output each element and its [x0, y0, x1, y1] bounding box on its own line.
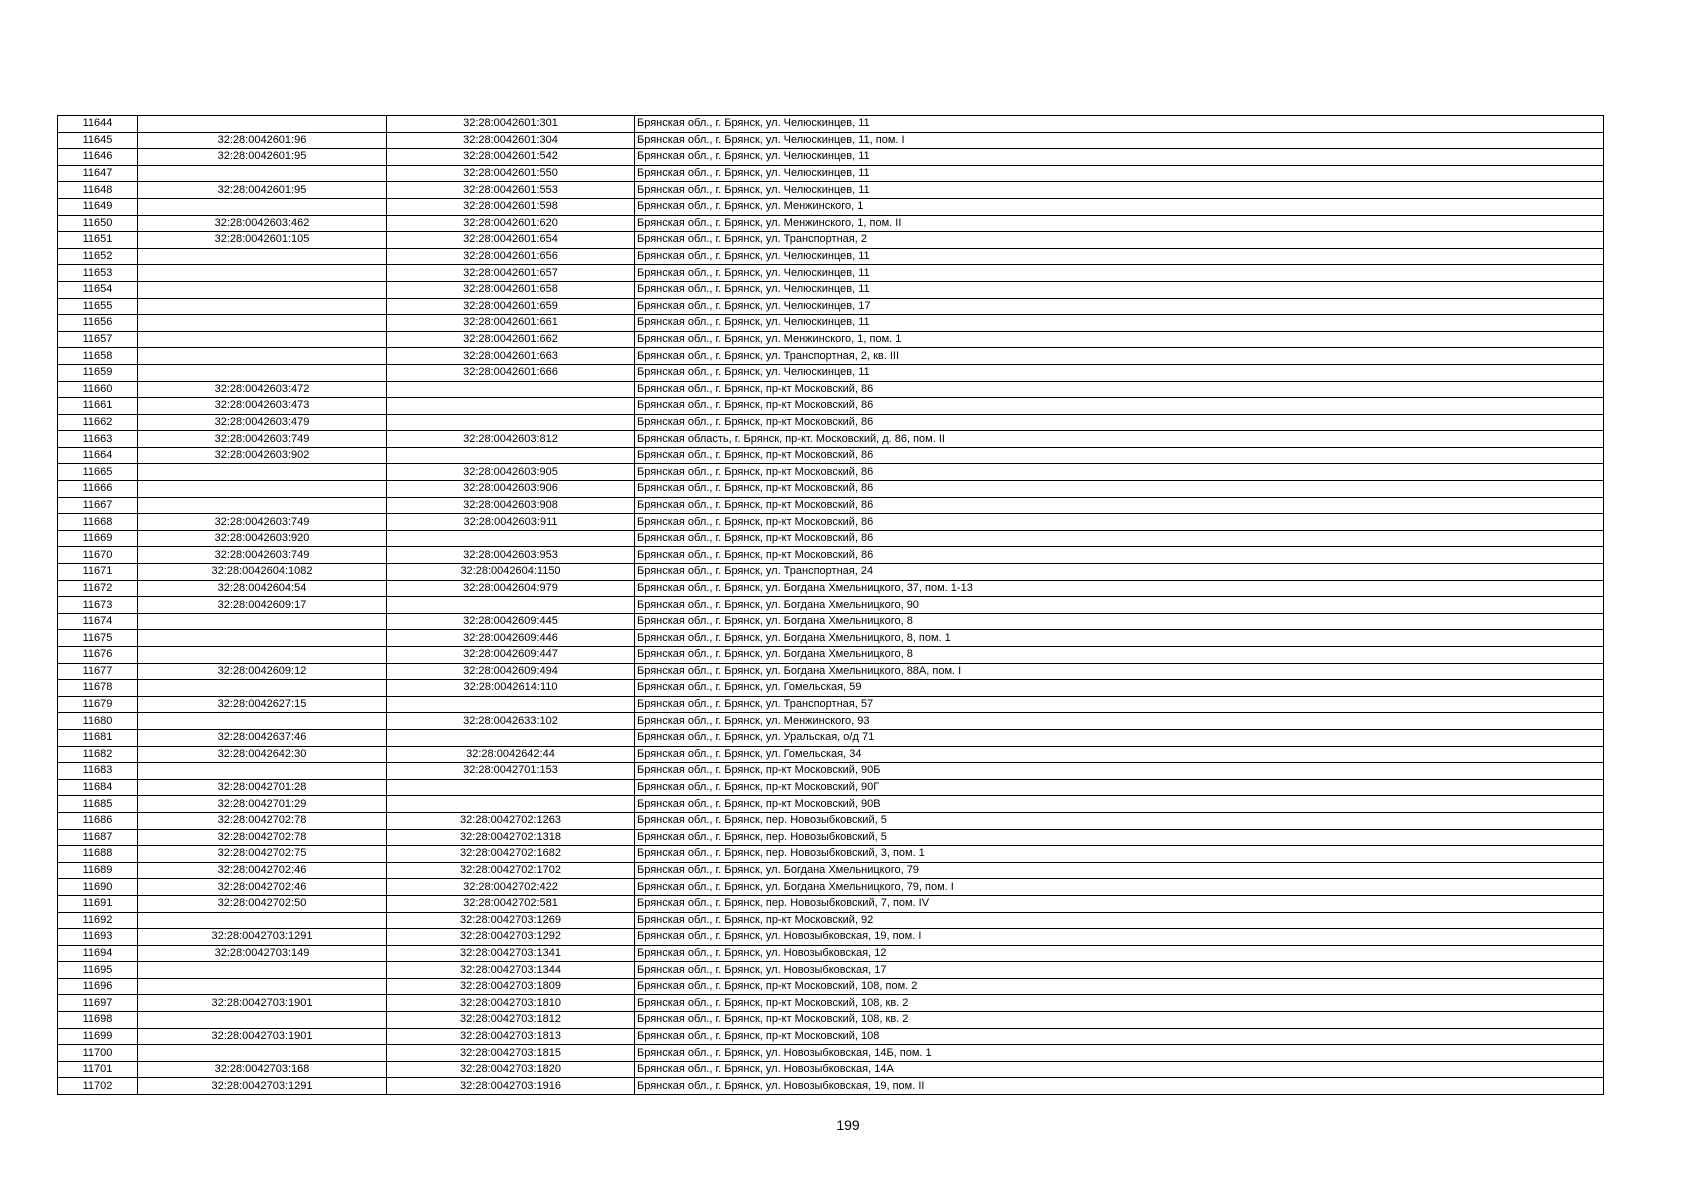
table-row [58, 945, 1604, 962]
row-number-cell: 11646 [58, 149, 138, 166]
parent-cadastral-number-cell: 32:28:0042627:15 [138, 696, 387, 713]
table-row [58, 729, 1604, 746]
row-number-cell: 11656 [58, 315, 138, 332]
cadastral-number-cell [387, 597, 635, 614]
cadastral-number-cell: 32:28:0042702:1682 [387, 846, 635, 863]
table-row [58, 414, 1604, 431]
cadastral-number-cell: 32:28:0042609:494 [387, 663, 635, 680]
cadastral-number-cell: 32:28:0042703:1810 [387, 995, 635, 1012]
row-number-cell: 11692 [58, 912, 138, 929]
table-row [58, 597, 1604, 614]
row-number-cell: 11668 [58, 514, 138, 531]
parent-cadastral-number-cell: 32:28:0042603:749 [138, 431, 387, 448]
table-row [58, 464, 1604, 481]
cadastral-number-cell [387, 447, 635, 464]
address-cell: Брянская обл., г. Брянск, ул. Челюскинцев, 11 [635, 182, 1604, 199]
address-cell: Брянская обл., г. Брянск, ул. Транспортная, 2, кв. III [635, 348, 1604, 365]
row-number-cell: 11683 [58, 763, 138, 780]
cadastral-number-cell [387, 729, 635, 746]
cadastral-number-cell: 32:28:0042703:1809 [387, 978, 635, 995]
row-number-cell: 11689 [58, 862, 138, 879]
cadastral-number-cell [387, 530, 635, 547]
address-cell: Брянская обл., г. Брянск, пр-кт Московский, 86 [635, 530, 1604, 547]
address-cell: Брянская обл., г. Брянск, ул. Транспортная, 2 [635, 232, 1604, 249]
cadastral-number-cell: 32:28:0042604:979 [387, 580, 635, 597]
row-number-cell: 11647 [58, 165, 138, 182]
address-cell: Брянская обл., г. Брянск, пр-кт Московский, 86 [635, 398, 1604, 415]
parent-cadastral-number-cell [138, 331, 387, 348]
table-row [58, 630, 1604, 647]
table-row [58, 680, 1604, 697]
row-number-cell: 11648 [58, 182, 138, 199]
cadastral-number-cell: 32:28:0042701:153 [387, 763, 635, 780]
address-cell: Брянская обл., г. Брянск, ул. Челюскинцев, 11 [635, 248, 1604, 265]
address-cell: Брянская обл., г. Брянск, ул. Новозыбковская, 12 [635, 945, 1604, 962]
parent-cadastral-number-cell [138, 481, 387, 498]
address-cell: Брянская обл., г. Брянск, пр-кт Московский, 108, пом. 2 [635, 978, 1604, 995]
parent-cadastral-number-cell [138, 763, 387, 780]
parent-cadastral-number-cell: 32:28:0042701:29 [138, 796, 387, 813]
row-number-cell: 11687 [58, 829, 138, 846]
address-cell: Брянская обл., г. Брянск, ул. Богдана Хмельницкого, 79, пом. I [635, 879, 1604, 896]
row-number-cell: 11684 [58, 779, 138, 796]
table-row [58, 447, 1604, 464]
cadastral-number-cell: 32:28:0042601:662 [387, 331, 635, 348]
row-number-cell: 11670 [58, 547, 138, 564]
address-cell: Брянская обл., г. Брянск, ул. Новозыбковская, 14А [635, 1061, 1604, 1078]
parent-cadastral-number-cell [138, 978, 387, 995]
table-row [58, 895, 1604, 912]
address-cell: Брянская обл., г. Брянск, пер. Новозыбковский, 7, пом. IV [635, 895, 1604, 912]
cadastral-number-cell: 32:28:0042703:1820 [387, 1061, 635, 1078]
parent-cadastral-number-cell: 32:28:0042702:46 [138, 879, 387, 896]
row-number-cell: 11677 [58, 663, 138, 680]
address-cell: Брянская обл., г. Брянск, пер. Новозыбковский, 3, пом. 1 [635, 846, 1604, 863]
parent-cadastral-number-cell: 32:28:0042609:12 [138, 663, 387, 680]
parent-cadastral-number-cell: 32:28:0042601:96 [138, 132, 387, 149]
address-cell: Брянская обл., г. Брянск, ул. Новозыбковская, 14Б, пом. 1 [635, 1045, 1604, 1062]
table-row [58, 613, 1604, 630]
address-cell: Брянская обл., г. Брянск, ул. Богдана Хмельницкого, 8 [635, 613, 1604, 630]
registry-table [57, 115, 1604, 1095]
row-number-cell: 11699 [58, 1028, 138, 1045]
table-row [58, 331, 1604, 348]
address-cell: Брянская обл., г. Брянск, ул. Челюскинцев, 11 [635, 165, 1604, 182]
row-number-cell: 11649 [58, 198, 138, 215]
row-number-cell: 11652 [58, 248, 138, 265]
cadastral-number-cell: 32:28:0042703:1292 [387, 929, 635, 946]
parent-cadastral-number-cell [138, 912, 387, 929]
parent-cadastral-number-cell: 32:28:0042601:95 [138, 149, 387, 166]
table-row [58, 1061, 1604, 1078]
parent-cadastral-number-cell: 32:28:0042701:28 [138, 779, 387, 796]
row-number-cell: 11678 [58, 680, 138, 697]
address-cell: Брянская обл., г. Брянск, пр-кт Московский, 86 [635, 447, 1604, 464]
address-cell: Брянская обл., г. Брянск, ул. Челюскинцев, 11 [635, 116, 1604, 133]
address-cell: Брянская обл., г. Брянск, ул. Транспортная, 24 [635, 564, 1604, 581]
table-row [58, 763, 1604, 780]
parent-cadastral-number-cell: 32:28:0042703:1291 [138, 929, 387, 946]
row-number-cell: 11644 [58, 116, 138, 133]
table-row [58, 248, 1604, 265]
cadastral-number-cell: 32:28:0042601:659 [387, 298, 635, 315]
cadastral-number-cell: 32:28:0042703:1813 [387, 1028, 635, 1045]
address-cell: Брянская обл., г. Брянск, ул. Менжинского, 1, пом. II [635, 215, 1604, 232]
table-row [58, 1078, 1604, 1095]
parent-cadastral-number-cell: 32:28:0042703:1901 [138, 995, 387, 1012]
table-row [58, 431, 1604, 448]
table-row [58, 381, 1604, 398]
cadastral-number-cell [387, 381, 635, 398]
parent-cadastral-number-cell: 32:28:0042703:168 [138, 1061, 387, 1078]
parent-cadastral-number-cell: 32:28:0042604:54 [138, 580, 387, 597]
row-number-cell: 11700 [58, 1045, 138, 1062]
table-row [58, 696, 1604, 713]
address-cell: Брянская обл., г. Брянск, ул. Гомельская, 59 [635, 680, 1604, 697]
table-row [58, 198, 1604, 215]
address-cell: Брянская обл., г. Брянск, пр-кт Московский, 86 [635, 464, 1604, 481]
cadastral-number-cell: 32:28:0042702:1318 [387, 829, 635, 846]
row-number-cell: 11686 [58, 812, 138, 829]
row-number-cell: 11691 [58, 895, 138, 912]
row-number-cell: 11702 [58, 1078, 138, 1095]
parent-cadastral-number-cell: 32:28:0042702:78 [138, 829, 387, 846]
row-number-cell: 11661 [58, 398, 138, 415]
cadastral-number-cell: 32:28:0042633:102 [387, 713, 635, 730]
address-cell: Брянская обл., г. Брянск, ул. Богдана Хмельницкого, 8, пом. 1 [635, 630, 1604, 647]
row-number-cell: 11697 [58, 995, 138, 1012]
cadastral-number-cell: 32:28:0042603:906 [387, 481, 635, 498]
cadastral-number-cell: 32:28:0042603:908 [387, 497, 635, 514]
address-cell: Брянская обл., г. Брянск, ул. Менжинского, 1, пом. 1 [635, 331, 1604, 348]
row-number-cell: 11675 [58, 630, 138, 647]
address-cell: Брянская область, г. Брянск, пр-кт. Московский, д. 86, пом. II [635, 431, 1604, 448]
table-row [58, 713, 1604, 730]
parent-cadastral-number-cell [138, 630, 387, 647]
cadastral-number-cell: 32:28:0042601:658 [387, 281, 635, 298]
address-cell: Брянская обл., г. Брянск, ул. Менжинского, 1 [635, 198, 1604, 215]
table-row [58, 1045, 1604, 1062]
table-row [58, 315, 1604, 332]
address-cell: Брянская обл., г. Брянск, ул. Богдана Хмельницкого, 79 [635, 862, 1604, 879]
address-cell: Брянская обл., г. Брянск, пр-кт Московский, 86 [635, 481, 1604, 498]
table-row [58, 215, 1604, 232]
parent-cadastral-number-cell [138, 348, 387, 365]
address-cell: Брянская обл., г. Брянск, ул. Челюскинцев, 11 [635, 364, 1604, 381]
address-cell: Брянская обл., г. Брянск, пр-кт Московский, 90Б [635, 763, 1604, 780]
address-cell: Брянская обл., г. Брянск, ул. Богдана Хмельницкого, 90 [635, 597, 1604, 614]
parent-cadastral-number-cell: 32:28:0042603:462 [138, 215, 387, 232]
parent-cadastral-number-cell [138, 1012, 387, 1029]
row-number-cell: 11681 [58, 729, 138, 746]
cadastral-number-cell: 32:28:0042601:656 [387, 248, 635, 265]
parent-cadastral-number-cell: 32:28:0042603:473 [138, 398, 387, 415]
table-row [58, 580, 1604, 597]
cadastral-number-cell: 32:28:0042601:301 [387, 116, 635, 133]
address-cell: Брянская обл., г. Брянск, пр-кт Московский, 92 [635, 912, 1604, 929]
parent-cadastral-number-cell [138, 962, 387, 979]
row-number-cell: 11695 [58, 962, 138, 979]
row-number-cell: 11698 [58, 1012, 138, 1029]
table-row [58, 149, 1604, 166]
parent-cadastral-number-cell [138, 165, 387, 182]
parent-cadastral-number-cell: 32:28:0042702:46 [138, 862, 387, 879]
table-row [58, 298, 1604, 315]
address-cell: Брянская обл., г. Брянск, пер. Новозыбковский, 5 [635, 812, 1604, 829]
cadastral-number-cell: 32:28:0042601:666 [387, 364, 635, 381]
parent-cadastral-number-cell: 32:28:0042642:30 [138, 746, 387, 763]
table-row [58, 116, 1604, 133]
table-row [58, 779, 1604, 796]
table-row [58, 978, 1604, 995]
parent-cadastral-number-cell [138, 364, 387, 381]
table-row [58, 182, 1604, 199]
row-number-cell: 11658 [58, 348, 138, 365]
address-cell: Брянская обл., г. Брянск, пр-кт Московский, 86 [635, 497, 1604, 514]
address-cell: Брянская обл., г. Брянск, пр-кт Московский, 108, кв. 2 [635, 995, 1604, 1012]
address-cell: Брянская обл., г. Брянск, пр-кт Московский, 86 [635, 514, 1604, 531]
parent-cadastral-number-cell: 32:28:0042603:472 [138, 381, 387, 398]
parent-cadastral-number-cell [138, 281, 387, 298]
cadastral-number-cell: 32:28:0042703:1916 [387, 1078, 635, 1095]
table-row [58, 564, 1604, 581]
table-row [58, 265, 1604, 282]
parent-cadastral-number-cell [138, 248, 387, 265]
parent-cadastral-number-cell: 32:28:0042603:920 [138, 530, 387, 547]
parent-cadastral-number-cell [138, 116, 387, 133]
cadastral-number-cell: 32:28:0042614:110 [387, 680, 635, 697]
parent-cadastral-number-cell: 32:28:0042703:1291 [138, 1078, 387, 1095]
cadastral-number-cell: 32:28:0042601:654 [387, 232, 635, 249]
cadastral-number-cell: 32:28:0042601:553 [387, 182, 635, 199]
row-number-cell: 11660 [58, 381, 138, 398]
cadastral-number-cell: 32:28:0042703:1344 [387, 962, 635, 979]
row-number-cell: 11690 [58, 879, 138, 896]
parent-cadastral-number-cell: 32:28:0042601:105 [138, 232, 387, 249]
address-cell: Брянская обл., г. Брянск, ул. Челюскинцев, 17 [635, 298, 1604, 315]
table-row [58, 929, 1604, 946]
registry-table-body [58, 116, 1604, 1095]
parent-cadastral-number-cell [138, 464, 387, 481]
parent-cadastral-number-cell [138, 198, 387, 215]
row-number-cell: 11696 [58, 978, 138, 995]
cadastral-number-cell [387, 696, 635, 713]
row-number-cell: 11672 [58, 580, 138, 597]
address-cell: Брянская обл., г. Брянск, ул. Новозыбковская, 19, пом. I [635, 929, 1604, 946]
page-number: 199 [836, 1117, 860, 1133]
row-number-cell: 11659 [58, 364, 138, 381]
address-cell: Брянская обл., г. Брянск, ул. Богдана Хмельницкого, 37, пом. 1-13 [635, 580, 1604, 597]
parent-cadastral-number-cell: 32:28:0042703:1901 [138, 1028, 387, 1045]
table-row [58, 481, 1604, 498]
parent-cadastral-number-cell: 32:28:0042601:95 [138, 182, 387, 199]
row-number-cell: 11666 [58, 481, 138, 498]
address-cell: Брянская обл., г. Брянск, пр-кт Московский, 90Г [635, 779, 1604, 796]
parent-cadastral-number-cell [138, 1045, 387, 1062]
address-cell: Брянская обл., г. Брянск, ул. Менжинского, 93 [635, 713, 1604, 730]
row-number-cell: 11673 [58, 597, 138, 614]
parent-cadastral-number-cell: 32:28:0042702:50 [138, 895, 387, 912]
table-row [58, 912, 1604, 929]
cadastral-number-cell: 32:28:0042603:953 [387, 547, 635, 564]
address-cell: Брянская обл., г. Брянск, пр-кт Московский, 86 [635, 414, 1604, 431]
table-row [58, 232, 1604, 249]
table-row [58, 796, 1604, 813]
cadastral-number-cell: 32:28:0042601:550 [387, 165, 635, 182]
row-number-cell: 11685 [58, 796, 138, 813]
address-cell: Брянская обл., г. Брянск, ул. Новозыбковская, 17 [635, 962, 1604, 979]
parent-cadastral-number-cell [138, 298, 387, 315]
row-number-cell: 11655 [58, 298, 138, 315]
cadastral-number-cell: 32:28:0042601:304 [387, 132, 635, 149]
table-row [58, 746, 1604, 763]
cadastral-number-cell: 32:28:0042703:1815 [387, 1045, 635, 1062]
parent-cadastral-number-cell: 32:28:0042609:17 [138, 597, 387, 614]
cadastral-number-cell [387, 796, 635, 813]
parent-cadastral-number-cell: 32:28:0042702:75 [138, 846, 387, 863]
parent-cadastral-number-cell: 32:28:0042604:1082 [138, 564, 387, 581]
address-cell: Брянская обл., г. Брянск, ул. Челюскинцев, 11, пом. I [635, 132, 1604, 149]
parent-cadastral-number-cell [138, 680, 387, 697]
row-number-cell: 11664 [58, 447, 138, 464]
row-number-cell: 11693 [58, 929, 138, 946]
row-number-cell: 11667 [58, 497, 138, 514]
address-cell: Брянская обл., г. Брянск, ул. Гомельская, 34 [635, 746, 1604, 763]
cadastral-number-cell: 32:28:0042604:1150 [387, 564, 635, 581]
table-row [58, 514, 1604, 531]
parent-cadastral-number-cell: 32:28:0042603:749 [138, 547, 387, 564]
row-number-cell: 11688 [58, 846, 138, 863]
address-cell: Брянская обл., г. Брянск, ул. Челюскинцев, 11 [635, 265, 1604, 282]
row-number-cell: 11645 [58, 132, 138, 149]
cadastral-number-cell: 32:28:0042702:1263 [387, 812, 635, 829]
table-row [58, 348, 1604, 365]
cadastral-number-cell: 32:28:0042609:445 [387, 613, 635, 630]
cadastral-number-cell [387, 398, 635, 415]
row-number-cell: 11654 [58, 281, 138, 298]
address-cell: Брянская обл., г. Брянск, ул. Богдана Хмельницкого, 8 [635, 647, 1604, 664]
address-cell: Брянская обл., г. Брянск, ул. Челюскинцев, 11 [635, 281, 1604, 298]
address-cell: Брянская обл., г. Брянск, пр-кт Московский, 86 [635, 547, 1604, 564]
table-row [58, 398, 1604, 415]
cadastral-number-cell: 32:28:0042703:1812 [387, 1012, 635, 1029]
row-number-cell: 11680 [58, 713, 138, 730]
cadastral-number-cell: 32:28:0042702:1702 [387, 862, 635, 879]
table-row [58, 829, 1604, 846]
row-number-cell: 11665 [58, 464, 138, 481]
cadastral-number-cell: 32:28:0042601:598 [387, 198, 635, 215]
cadastral-number-cell: 32:28:0042702:581 [387, 895, 635, 912]
cadastral-number-cell: 32:28:0042642:44 [387, 746, 635, 763]
table-row [58, 663, 1604, 680]
parent-cadastral-number-cell [138, 713, 387, 730]
row-number-cell: 11676 [58, 647, 138, 664]
row-number-cell: 11701 [58, 1061, 138, 1078]
cadastral-number-cell: 32:28:0042603:905 [387, 464, 635, 481]
cadastral-number-cell: 32:28:0042601:620 [387, 215, 635, 232]
address-cell: Брянская обл., г. Брянск, пер. Новозыбковский, 5 [635, 829, 1604, 846]
address-cell: Брянская обл., г. Брянск, пр-кт Московский, 108 [635, 1028, 1604, 1045]
row-number-cell: 11651 [58, 232, 138, 249]
cadastral-number-cell: 32:28:0042601:661 [387, 315, 635, 332]
address-cell: Брянская обл., г. Брянск, ул. Челюскинцев, 11 [635, 149, 1604, 166]
parent-cadastral-number-cell [138, 497, 387, 514]
table-row [58, 647, 1604, 664]
row-number-cell: 11653 [58, 265, 138, 282]
table-row [58, 862, 1604, 879]
parent-cadastral-number-cell [138, 265, 387, 282]
table-row [58, 1012, 1604, 1029]
parent-cadastral-number-cell: 32:28:0042703:149 [138, 945, 387, 962]
row-number-cell: 11650 [58, 215, 138, 232]
address-cell: Брянская обл., г. Брянск, пр-кт Московский, 86 [635, 381, 1604, 398]
table-row [58, 1028, 1604, 1045]
table-row [58, 962, 1604, 979]
table-row [58, 281, 1604, 298]
parent-cadastral-number-cell: 32:28:0042637:46 [138, 729, 387, 746]
cadastral-number-cell: 32:28:0042601:657 [387, 265, 635, 282]
table-row [58, 846, 1604, 863]
table-row [58, 364, 1604, 381]
cadastral-number-cell: 32:28:0042603:911 [387, 514, 635, 531]
table-row [58, 995, 1604, 1012]
cadastral-number-cell: 32:28:0042601:663 [387, 348, 635, 365]
address-cell: Брянская обл., г. Брянск, ул. Новозыбковская, 19, пом. II [635, 1078, 1604, 1095]
row-number-cell: 11674 [58, 613, 138, 630]
cadastral-number-cell: 32:28:0042609:447 [387, 647, 635, 664]
table-row [58, 879, 1604, 896]
address-cell: Брянская обл., г. Брянск, ул. Уральская, о/д 71 [635, 729, 1604, 746]
row-number-cell: 11682 [58, 746, 138, 763]
table-row [58, 530, 1604, 547]
cadastral-number-cell: 32:28:0042601:542 [387, 149, 635, 166]
table-row [58, 497, 1604, 514]
parent-cadastral-number-cell: 32:28:0042603:749 [138, 514, 387, 531]
address-cell: Брянская обл., г. Брянск, пр-кт Московский, 108, кв. 2 [635, 1012, 1604, 1029]
address-cell: Брянская обл., г. Брянск, пр-кт Московский, 90В [635, 796, 1604, 813]
address-cell: Брянская обл., г. Брянск, ул. Богдана Хмельницкого, 88А, пом. I [635, 663, 1604, 680]
row-number-cell: 11679 [58, 696, 138, 713]
cadastral-number-cell: 32:28:0042703:1341 [387, 945, 635, 962]
parent-cadastral-number-cell [138, 647, 387, 664]
row-number-cell: 11663 [58, 431, 138, 448]
parent-cadastral-number-cell: 32:28:0042702:78 [138, 812, 387, 829]
row-number-cell: 11657 [58, 331, 138, 348]
table-row [58, 547, 1604, 564]
table-row [58, 132, 1604, 149]
parent-cadastral-number-cell: 32:28:0042603:479 [138, 414, 387, 431]
row-number-cell: 11671 [58, 564, 138, 581]
cadastral-number-cell [387, 779, 635, 796]
cadastral-number-cell: 32:28:0042702:422 [387, 879, 635, 896]
cadastral-number-cell [387, 414, 635, 431]
address-cell: Брянская обл., г. Брянск, ул. Челюскинцев, 11 [635, 315, 1604, 332]
row-number-cell: 11669 [58, 530, 138, 547]
cadastral-number-cell: 32:28:0042703:1269 [387, 912, 635, 929]
parent-cadastral-number-cell: 32:28:0042603:902 [138, 447, 387, 464]
table-row [58, 165, 1604, 182]
parent-cadastral-number-cell [138, 315, 387, 332]
cadastral-number-cell: 32:28:0042603:812 [387, 431, 635, 448]
table-row [58, 812, 1604, 829]
row-number-cell: 11662 [58, 414, 138, 431]
address-cell: Брянская обл., г. Брянск, ул. Транспортная, 57 [635, 696, 1604, 713]
row-number-cell: 11694 [58, 945, 138, 962]
parent-cadastral-number-cell [138, 613, 387, 630]
cadastral-number-cell: 32:28:0042609:446 [387, 630, 635, 647]
